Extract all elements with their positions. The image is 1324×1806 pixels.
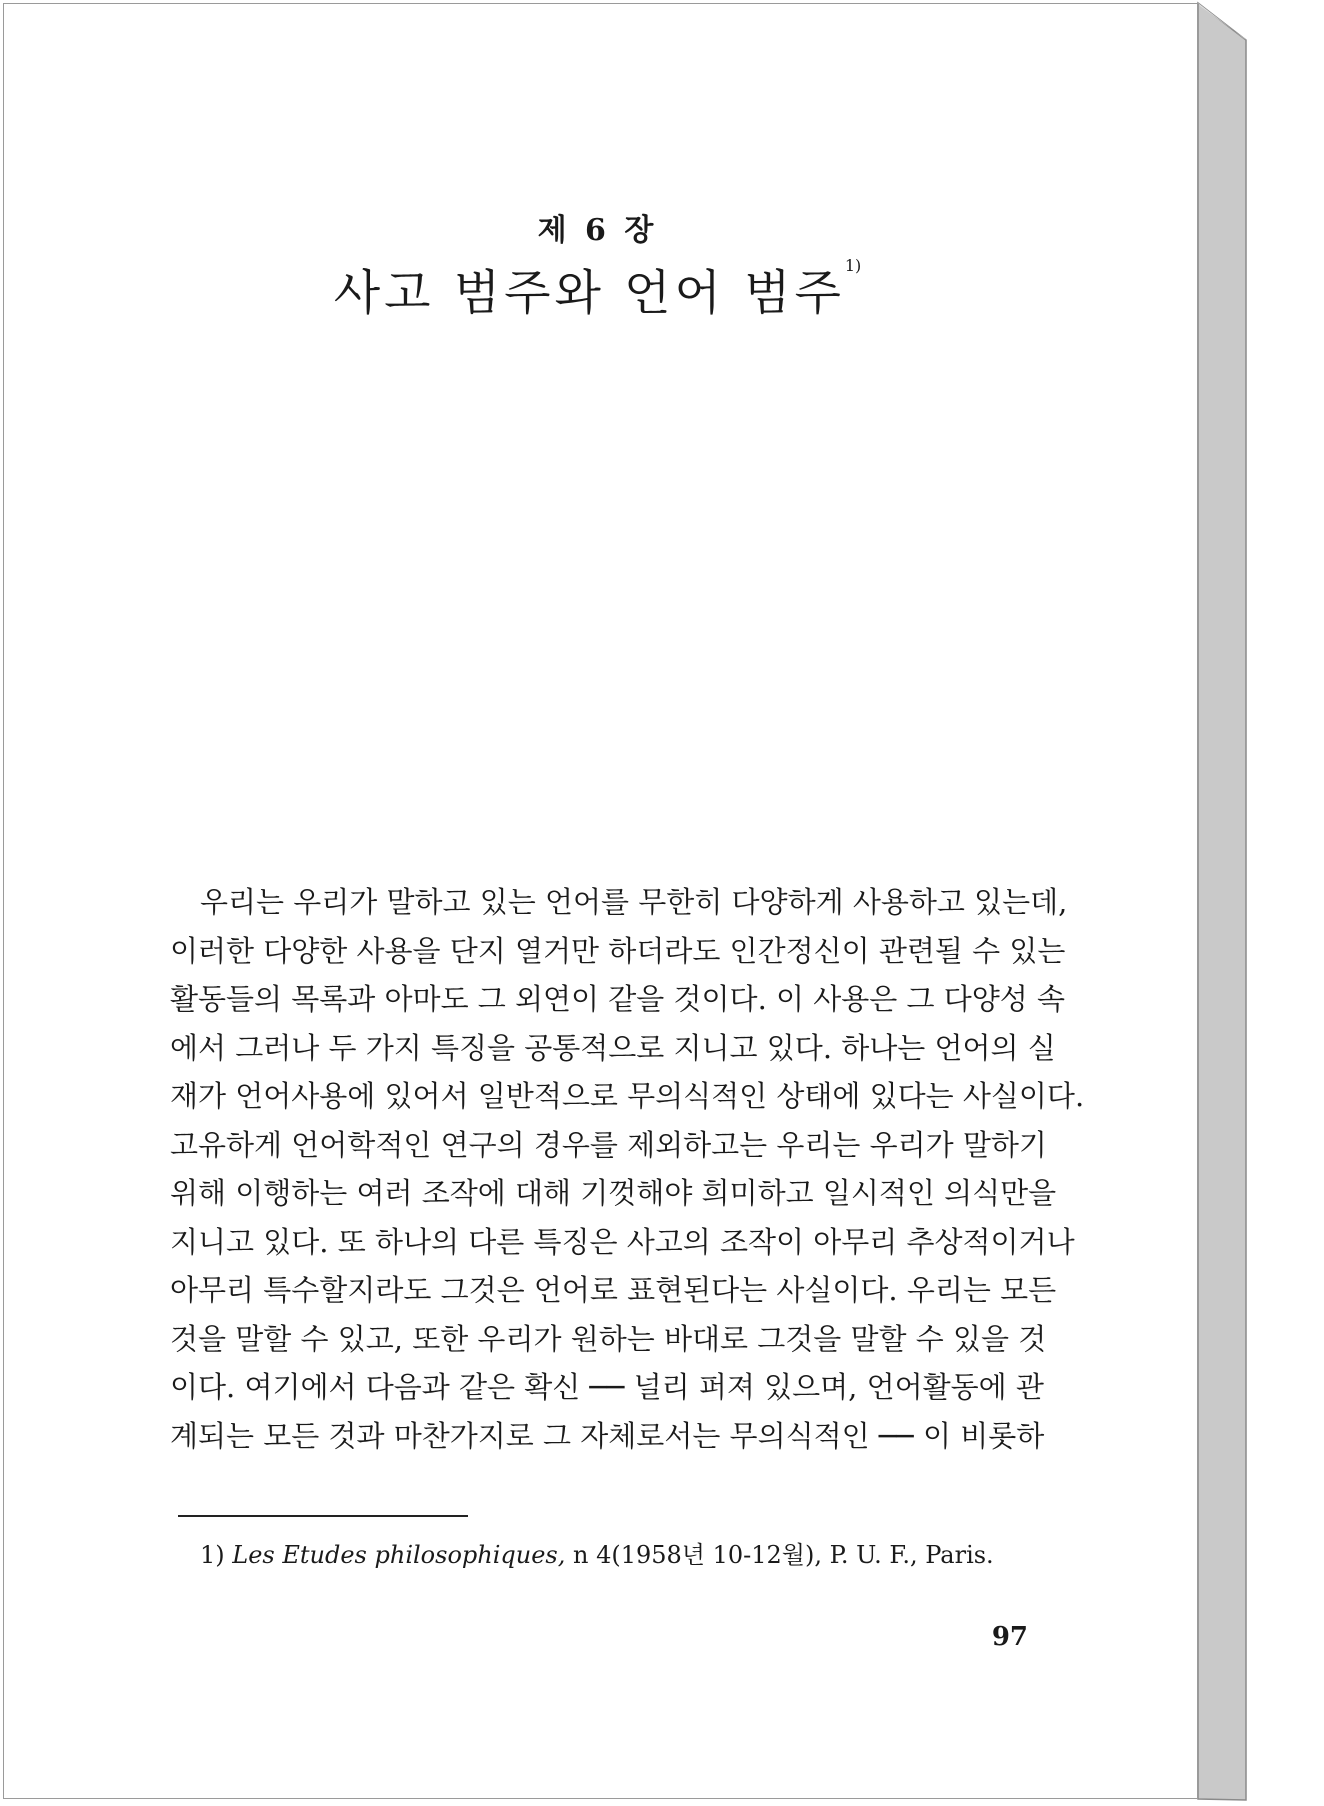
page-number: 97 (991, 1622, 1028, 1652)
body-line: 것을 말할 수 있고, 또한 우리가 원하는 바대로 그것을 말할 수 있을 것 (170, 1321, 1047, 1356)
body-line: 에서 그러나 두 가지 특징을 공통적으로 지니고 있다. 하나는 언어의 실 (170, 1030, 1056, 1065)
body-paragraph (170, 878, 1085, 1460)
chapter-label: 제 6 장 (537, 213, 658, 248)
body-line: 우리는 우리가 말하고 있는 언어를 무한히 다양하게 사용하고 있는데, (200, 885, 1068, 919)
body-line: 이다. 여기에서 다음과 같은 확신 ── 널리 퍼져 있으며, 언어활동에 관 (170, 1370, 1044, 1404)
body-line: 재가 언어사용에 있어서 일반적으로 무의식적인 상태에 있다는 사실이다. (170, 1079, 1085, 1113)
chapter-title-text: 사고 범주와 언어 범주 (333, 265, 845, 321)
body-line: 아무리 특수할지라도 그것은 언어로 표현된다는 사실이다. 우리는 모든 (170, 1273, 1057, 1307)
chapter-title (0, 254, 1195, 323)
body-line: 지니고 있다. 또 하나의 다른 특징은 사고의 조작이 아무리 추상적이거나 (170, 1224, 1075, 1259)
body-line: 위해 이행하는 여러 조작에 대해 기껏해야 희미하고 일시적인 의식만을 (170, 1176, 1057, 1210)
body-line: 활동들의 목록과 아마도 그 외연이 같을 것이다. 이 사용은 그 다양성 속 (170, 982, 1066, 1016)
footnote-number: 1) (200, 1541, 225, 1569)
body-line: 고유하게 언어학적인 연구의 경우를 제외하고는 우리는 우리가 말하기 (170, 1127, 1047, 1162)
footnote (200, 1535, 1100, 1570)
body-line: 계되는 모든 것과 마찬가지로 그 자체로서는 무의식적인 ── 이 비롯하 (170, 1418, 1045, 1453)
body-line: 이러한 다양한 사용을 단지 열거만 하더라도 인간정신이 관련될 수 있는 (170, 933, 1066, 968)
footnote-reference: 1) (844, 256, 862, 275)
footnote-details: n 4(1958년 10-12월), P. U. F., Paris. (565, 1541, 994, 1569)
footnote-journal: Les Etudes philosophiques, (232, 1541, 566, 1569)
footnote-divider (178, 1515, 468, 1517)
